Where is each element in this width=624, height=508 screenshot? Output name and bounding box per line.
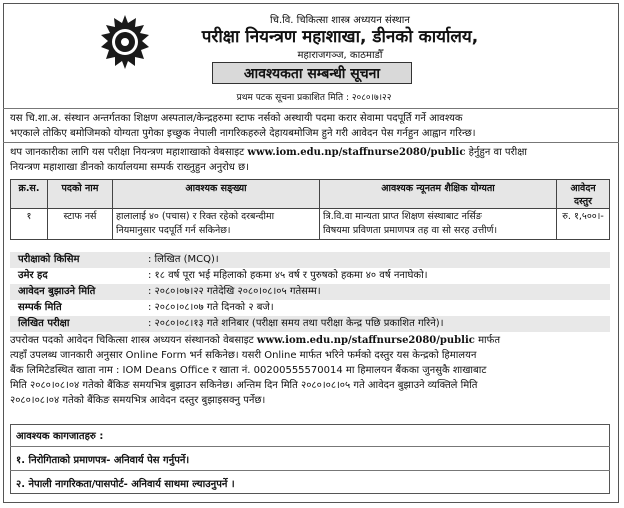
col-header: आवेदन दस्तुर bbox=[557, 180, 610, 209]
info-text: नियन्त्रण महाशाखा डीनको कार्यालयमा सम्पर्क राख्नुहुन अनुरोध छ। bbox=[10, 162, 249, 173]
institute-name: चि.वि. चिकित्सा शास्त्र अध्ययन संस्थान bbox=[270, 15, 410, 26]
cell-post: स्टाफ नर्स bbox=[48, 209, 113, 240]
intro-paragraph bbox=[10, 111, 610, 141]
instructions-paragraph bbox=[10, 333, 610, 408]
documents-heading: आवश्यक कागजातहरु : bbox=[16, 431, 104, 442]
detail-value: : २०८०।०७।२२ गतेदेखि २०८०।०८।०५ गतेसम्म। bbox=[148, 286, 321, 297]
qual-line: त्रि.वि.वा मान्यता प्राप्त शिक्षण संस्थाबाट नर्सिङ bbox=[323, 211, 482, 222]
position-table bbox=[10, 179, 610, 240]
cell-count bbox=[113, 209, 320, 240]
table-header-row bbox=[11, 180, 610, 209]
col-header: पदको नाम bbox=[48, 180, 113, 209]
website-link[interactable]: www.iom.edu.np/staffnurse2080/public bbox=[247, 147, 466, 158]
detail-row-exam-type bbox=[10, 252, 610, 268]
detail-label: सम्पर्क मिति bbox=[18, 302, 62, 313]
document-item: २. नेपाली नागरिकता/पासपोर्ट- अनिवार्य साथमा ल्याउनुपर्ने । bbox=[16, 479, 235, 490]
count-line: नियमानुसार पदपूर्ति गर्न सकिनेछ। bbox=[116, 225, 231, 236]
instruction-text: मिति २०८०।०८।०४ गतेको बैंकिङ समयभित्र बुझाउन सकिनेछ। अन्तिम दिन मिति २०८०।०८।०५ गते आवेदन बुझाउने व्यक्तिले मिति bbox=[10, 380, 478, 391]
instruction-text: बैंक लिमिटेडस्थित खाता नाम : IOM Deans Office र खाता नं. 00200555570014 मा हिमालयन बैंकका जुनसुकै शाखाबाट bbox=[10, 365, 487, 376]
instruction-text: मार्फत bbox=[478, 335, 501, 346]
qual-line: विषयमा प्रविणता प्रमाणपत्र तह वा सो सरह उत्तीर्ण। bbox=[323, 225, 498, 236]
info-text: हेर्नुहुन वा परीक्षा bbox=[468, 147, 527, 158]
detail-row-contact-date bbox=[10, 300, 610, 316]
instruction-text: उपरोक्त पदको आवेदन चिकित्सा शास्त्र अध्ययन संस्थानको वेबसाइट bbox=[10, 335, 254, 346]
publish-date: प्रथम पटक सूचना प्रकाशित मिति : २०८०।७।२२ bbox=[236, 93, 392, 103]
detail-label: लिखित परीक्षा bbox=[18, 318, 70, 329]
cell-fee: रु. १,५००।- bbox=[557, 209, 610, 240]
divider bbox=[10, 470, 610, 471]
info-paragraph bbox=[10, 145, 610, 175]
detail-row-application-date bbox=[10, 284, 610, 300]
divider bbox=[3, 142, 619, 143]
table-row bbox=[11, 209, 610, 240]
instruction-text: २०८०।०८।०४ गतेको बैंकिङ समयभित्र आवेदन दस्तुर बुझाइसक्नु पर्नेछ। bbox=[10, 395, 266, 406]
detail-label: परीक्षाको किसिम bbox=[18, 254, 80, 265]
document-item: १. निरोगिताको प्रमाणपत्र- अनिवार्य पेस गर्नुपर्ने। bbox=[16, 455, 190, 466]
website-link[interactable]: www.iom.edu.np/staffnurse2080/public bbox=[256, 335, 475, 346]
nepal-emblem-icon bbox=[97, 14, 153, 70]
office-name: परीक्षा नियन्त्रण महाशाखा, डीनको कार्यालय, bbox=[201, 27, 479, 47]
detail-row-age-limit bbox=[10, 268, 610, 284]
detail-value: : २०८०।०८।१३ गते शनिबार (परीक्षा समय तथा परीक्षा केन्द्र पछि प्रकाशित गरिने)। bbox=[148, 318, 444, 329]
detail-label: उमेर हद bbox=[18, 270, 48, 281]
divider bbox=[3, 108, 619, 109]
instruction-text: त्यहाँ उपलब्ध जानकारी अनुसार Online Form भर्न सकिनेछ। यसरी Online मार्फत भरिने फर्मको दस्तुर यस केन्द्रको हिमालयन bbox=[10, 350, 477, 361]
office-address: महाराजगञ्ज, काठमाडौँ bbox=[297, 50, 383, 61]
divider bbox=[10, 446, 610, 447]
count-line: हालालाई ४० (पचास) र रिक्त रहेको दरबन्दीमा bbox=[116, 211, 275, 222]
intro-line: भएकाले तोकिए बमोजिमको योग्यता पुगेका इच्छुक नेपाली नागरिकहरुले देहायबमोजिम हुने गरी आवेदन पेस गर्नहुन आह्वान गरिन्छ। bbox=[10, 128, 476, 139]
cell-qualification bbox=[320, 209, 557, 240]
detail-row-written-exam bbox=[10, 316, 610, 332]
cell-sn: १ bbox=[11, 209, 48, 240]
col-header: क्र.स. bbox=[11, 180, 48, 209]
intro-line: यस चि.शा.अ. संस्थान अन्तर्गतका शिक्षण अस्पताल/केन्द्रहरुमा स्टाफ नर्सको अस्थायी पदमा करार सेवामा पदपूर्ति गर्ने आवश्यक bbox=[10, 113, 463, 124]
notice-title: आवश्यकता सम्बन्धी सूचना bbox=[212, 62, 412, 84]
col-header: आवश्यक न्यूनतम शैक्षिक योग्यता bbox=[320, 180, 557, 209]
detail-value: : लिखित (MCQ)। bbox=[148, 254, 219, 265]
col-header: आवश्यक सङ्ख्या bbox=[113, 180, 320, 209]
detail-label: आवेदन बुझाउने मिति bbox=[18, 286, 96, 297]
detail-value: : १८ वर्ष पूरा भई महिलाको हकमा ४५ वर्ष र पुरुषको हकमा ४० वर्ष ननाघेको। bbox=[148, 270, 428, 281]
info-text: थप जानकारीका लागि यस परीक्षा नियन्त्रण महाशाखाको वेबसाइट bbox=[10, 147, 245, 158]
detail-value: : २०८०।०८।०७ गते दिनको २ बजे। bbox=[148, 302, 274, 313]
